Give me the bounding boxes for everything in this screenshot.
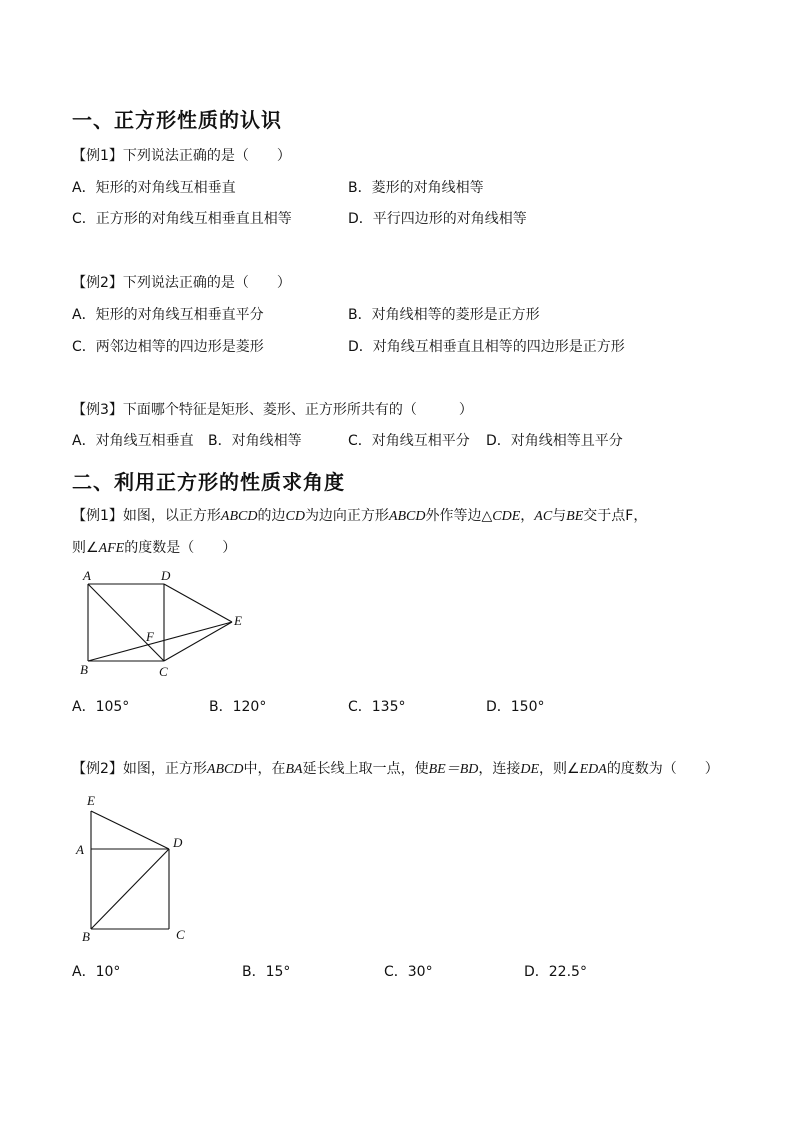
- example-3-stem: 【例3】下面哪个特征是矩形、菱形、正方形所共有的（ ）: [72, 402, 473, 418]
- example-1-option-b: B．菱形的对角线相等: [348, 180, 484, 196]
- label-b: B: [80, 662, 88, 677]
- stem-text: 则∠: [72, 540, 99, 556]
- segment-ed: [91, 811, 169, 849]
- example-2-2-option-b: B．15°: [242, 964, 291, 980]
- example-2-1-stem-line2: [72, 537, 236, 557]
- label-a: A: [83, 568, 91, 583]
- segment-ce: [164, 622, 232, 661]
- section-title-1: 一、正方形性质的认识: [72, 108, 282, 132]
- example-2-1-option-b: B．120°: [209, 699, 267, 715]
- example-2-2-option-a: A．10°: [72, 964, 121, 980]
- example-3-option-a: A．对角线互相垂直: [72, 433, 194, 449]
- stem-text: 交于点F，: [583, 508, 648, 524]
- label-b: B: [82, 929, 90, 944]
- stem-text: 外作等边△: [425, 508, 493, 524]
- stem-text: ，则∠: [539, 761, 580, 777]
- label-d: D: [173, 835, 183, 850]
- stem-text: 与: [552, 508, 567, 524]
- example-1-option-d: D．平行四边形的对角线相等: [348, 211, 527, 227]
- example-1-option-a: A．矩形的对角线互相垂直: [72, 180, 236, 196]
- stem-text: 【例2】如图，正方形: [72, 761, 207, 777]
- label-d: D: [161, 568, 171, 583]
- segment-ac: [88, 584, 164, 661]
- segment-de: [164, 584, 232, 622]
- example-2-1-option-a: A．105°: [72, 699, 130, 715]
- stem-text: 中，在: [243, 761, 286, 777]
- label-c: C: [159, 664, 168, 679]
- stem-text: 的度数是（ ）: [124, 540, 237, 556]
- example-1-option-c: C．正方形的对角线互相垂直且相等: [72, 211, 292, 227]
- math-be: BE: [566, 509, 584, 524]
- stem-text: 延长线上取一点，使: [302, 761, 429, 777]
- example-2-2-option-c: C．30°: [384, 964, 433, 980]
- math-de: DE: [520, 762, 540, 777]
- math-cde: CDE: [492, 509, 521, 524]
- label-a: A: [76, 842, 84, 857]
- figure-square-equilateral-triangle: [74, 565, 274, 683]
- example-2-option-b: B．对角线相等的菱形是正方形: [348, 307, 540, 323]
- stem-text: ，连接: [478, 761, 521, 777]
- example-2-1-option-c: C．135°: [348, 699, 406, 715]
- math-ac: AC: [534, 509, 553, 524]
- math-abcd: ABCD: [220, 509, 258, 524]
- example-2-stem: 【例2】下列说法正确的是（ ）: [72, 275, 291, 291]
- segment-bd: [91, 849, 169, 929]
- example-2-2-option-d: D．22.5°: [524, 964, 587, 980]
- example-2-2-stem: [72, 758, 719, 778]
- math-eda: EDA: [579, 762, 607, 777]
- stem-text: 为边向正方形: [304, 508, 389, 524]
- example-2-option-a: A．矩形的对角线互相垂直平分: [72, 307, 264, 323]
- example-3-option-d: D．对角线相等且平分: [486, 433, 623, 449]
- math-abcd: ABCD: [388, 509, 426, 524]
- label-c: C: [176, 927, 185, 942]
- example-3-option-b: B．对角线相等: [208, 433, 302, 449]
- math-abcd: ABCD: [206, 762, 244, 777]
- example-2-option-d: D．对角线互相垂直且相等的四边形是正方形: [348, 339, 625, 355]
- math-afe: AFE: [98, 541, 125, 556]
- math-be-eq-bd: BE＝BD: [428, 762, 479, 777]
- section-title-2: 二、利用正方形的性质求角度: [72, 470, 345, 494]
- example-2-1-option-d: D．150°: [486, 699, 545, 715]
- math-ba: BA: [285, 762, 303, 777]
- stem-text: 【例1】如图，以正方形: [72, 508, 221, 524]
- stem-text: ，: [520, 508, 535, 524]
- label-e: E: [234, 613, 242, 628]
- segment-be: [88, 622, 232, 661]
- stem-text: 的度数为（ ）: [606, 761, 719, 777]
- example-1-stem: 【例1】下列说法正确的是（ ）: [72, 148, 291, 164]
- math-cd: CD: [285, 509, 305, 524]
- label-f: F: [146, 629, 154, 644]
- label-e: E: [87, 793, 95, 808]
- figure-square-extended: [74, 790, 204, 946]
- stem-text: 的边: [257, 508, 286, 524]
- example-2-option-c: C．两邻边相等的四边形是菱形: [72, 339, 264, 355]
- example-3-option-c: C．对角线互相平分: [348, 433, 470, 449]
- example-2-1-stem-line1: [72, 505, 647, 525]
